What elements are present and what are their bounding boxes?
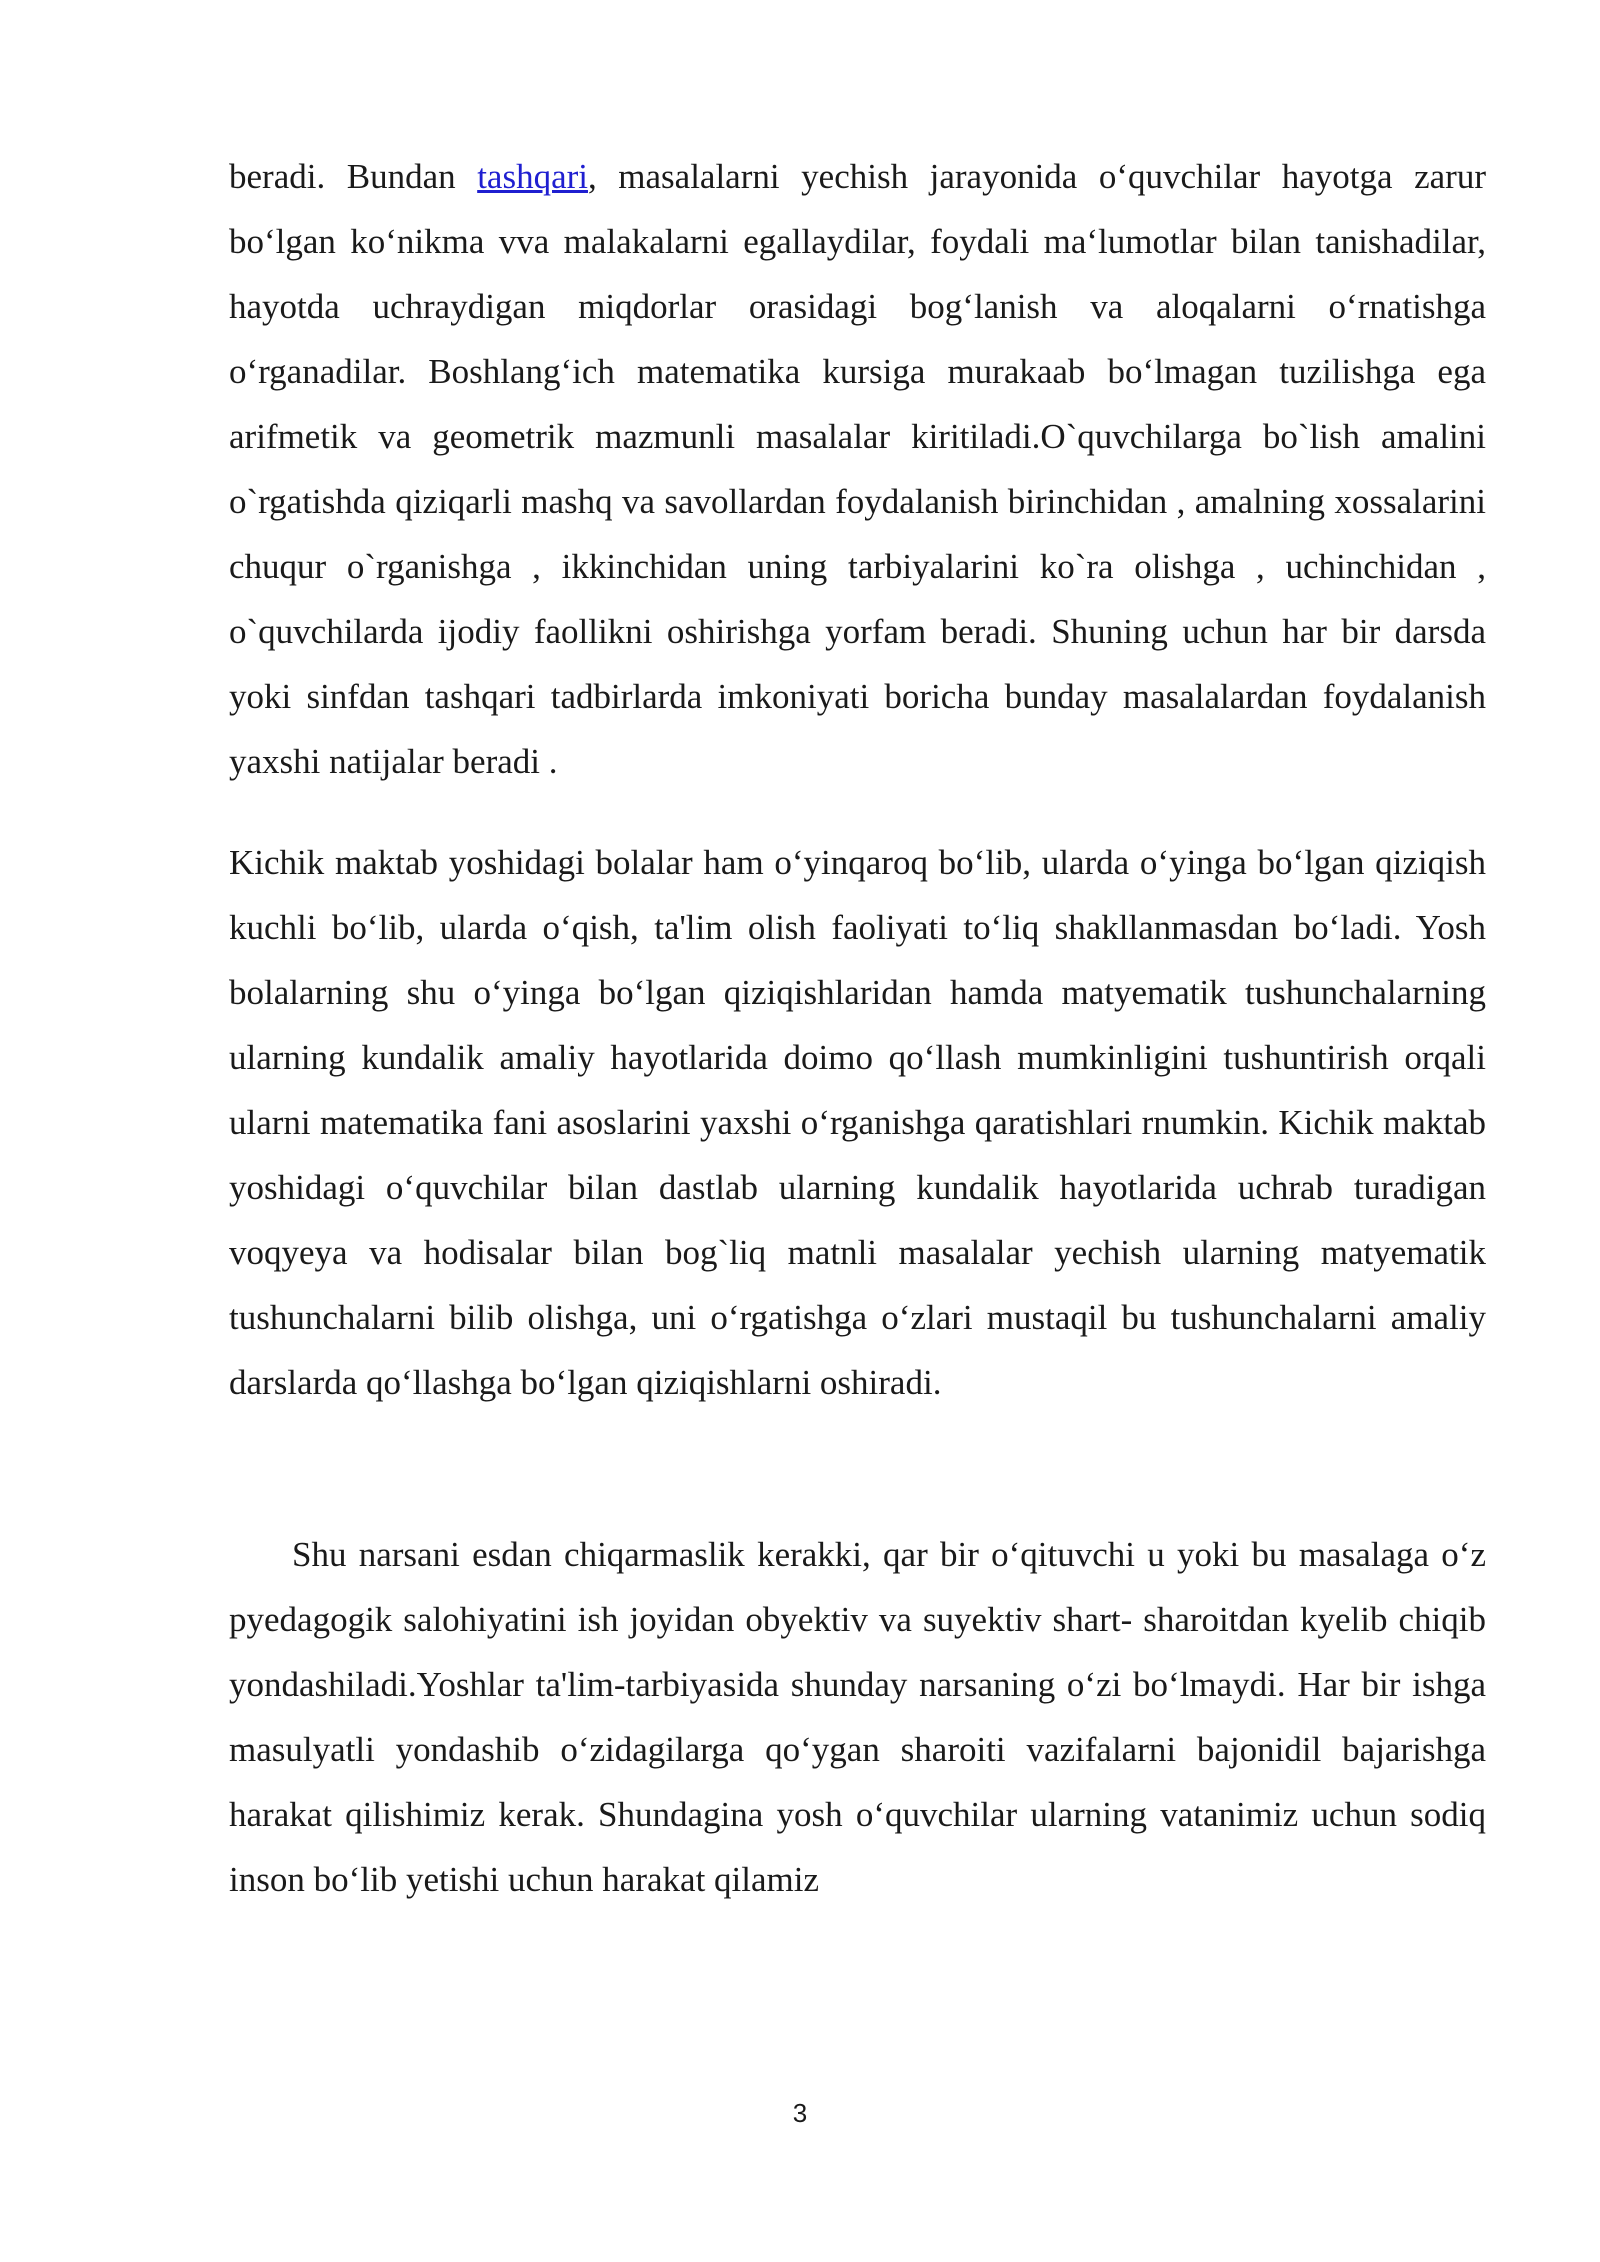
paragraph-1-rest: , masalalarni yechish jarayonida o‘quvchilar hayotga zarur bo‘lgan ko‘nikma vva malakalarni egallaydilar, foydali ma‘lumotlar bilan tanishadilar, hayotda uchraydigan miqdorlar orasidagi bog‘lanish va aloqalarni o‘rnatishga o‘rganadilar. Boshlang‘ich matematika kursiga murakaab bo‘lmagan tuzilishga ega arifmetik va geometrik mazmunli masalalar kiritiladi.O`quvchilarga bo`lish amalini o`rgatishda qiziqarli mashq va savollardan foydalanish birinchidan , amalning xossalarini chuqur o`rganishga , ikkinchidan uning tarbiyalarini ko`ra olishga , uchinchidan , o`quvchilarda ijodiy faollikni oshirishga yorfam beradi. Shuning uchun har bir darsda yoki sinfdan tashqari tadbirlarda imkoniyati boricha bunday masalalardan foydalanish yaxshi natijalar beradi . [229, 157, 1486, 781]
paragraph-2 [229, 830, 1486, 1415]
paragraph-2-text: Kichik maktab yoshidagi bolalar ham o‘yinqaroq bo‘lib, ularda o‘yinga bo‘lgan qiziqish kuchli bo‘lib, ularda o‘qish, ta'lim olish faoliyati to‘liq shakllanmasdan bo‘ladi. Yosh bolalarning shu o‘yinga bo‘lgan qiziqishlaridan hamda matyematik tushunchalarning ularning kundalik amaliy hayotlarida doimo qo‘llash mumkinligini tushuntirish orqali ularni matematika fani asoslarini yaxshi o‘rganishga qaratishlari rnumkin. Kichik maktab yoshidagi o‘quvchilar bilan dastlab ularning kundalik hayotlarida uchrab turadigan voqyeya va hodisalar bilan bog`liq matnli masalalar yechish ularning matyematik tushunchalarni bilib olishga, uni o‘rgatishga o‘zlari mustaqil bu tushunchalarni amaliy darslarda qo‘llashga bo‘lgan qiziqishlarni oshiradi. [229, 843, 1486, 1402]
tashqari-link[interactable]: tashqari [477, 157, 588, 196]
paragraph-3 [229, 1522, 1486, 1912]
page-number: 3 [792, 2098, 808, 2128]
paragraph-3-text: Shu narsani esdan chiqarmaslik kerakki, qar bir o‘qituvchi u yoki bu masalaga o‘z pyedagogik salohiyatini ish joyidan obyektiv va suyektiv shart- sharoitdan kyelib chiqib yondashiladi.Yoshlar ta'lim-tarbiyasida shunday narsaning o‘zi bo‘lmaydi. Har bir ishga masulyatli yondashib o‘zidagilarga qo‘ygan sharoiti vazifalarni bajonidil bajarishga harakat qilishimiz kerak. Shundagina yosh o‘quvchilar ularning vatanimiz uchun sodiq inson bo‘lib yetishi uchun harakat qilamiz [229, 1535, 1486, 1899]
paragraph-1-text [229, 144, 1486, 794]
paragraph-1 [229, 144, 1486, 794]
paragraph-1-lead: beradi. Bundan [229, 157, 478, 196]
